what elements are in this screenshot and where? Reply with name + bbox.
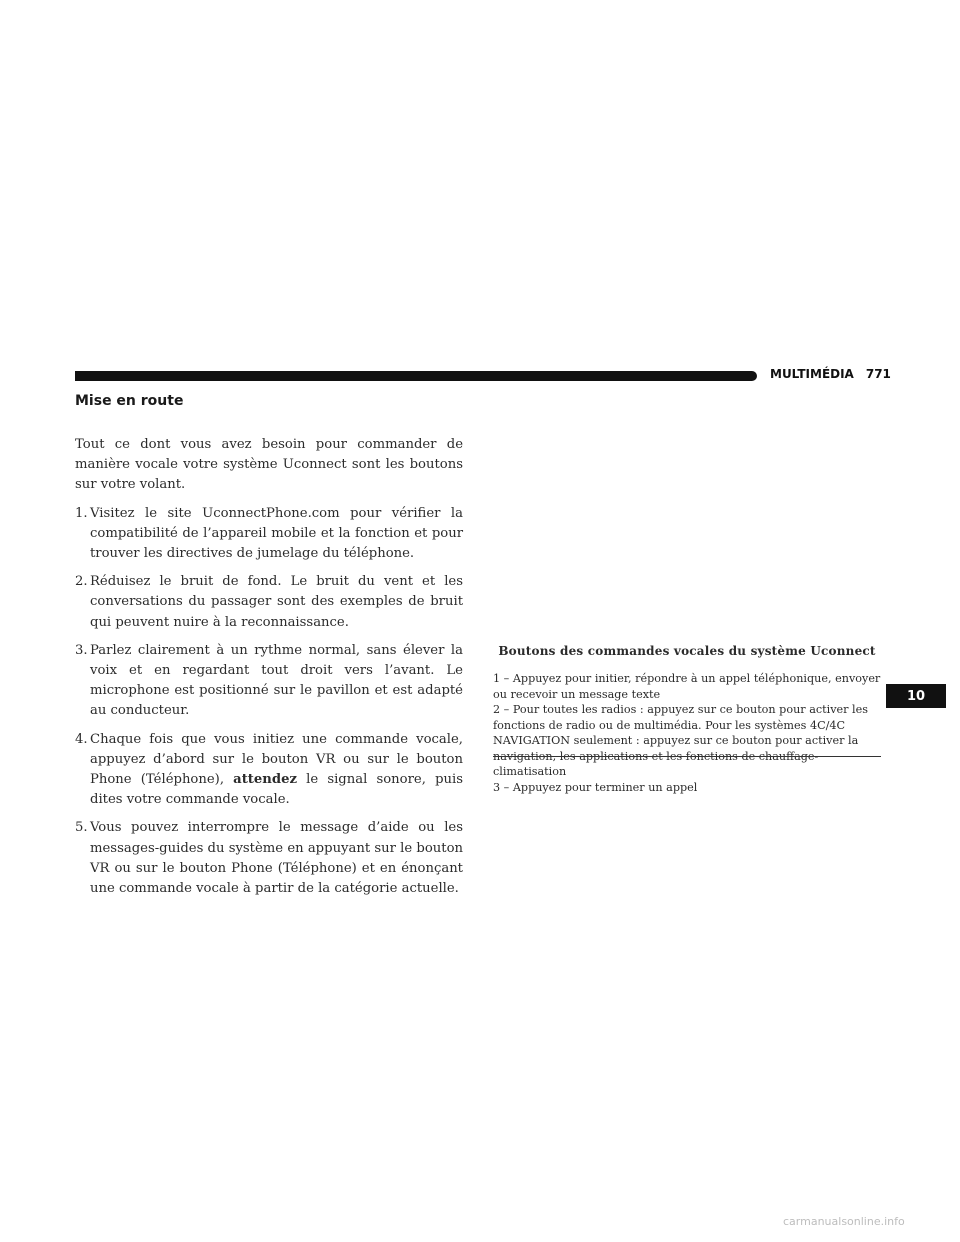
list-item: 2 – Pour toutes les radios : appuyez sur ce bouton pour activer les fonctions de radio ou de multimédia. Pour les systèmes 4C/4C NAVIGATION seulement : appuyez sur ce bouton pour activer la navigation, les applications et les fonctions de chauffage-climatisation: [493, 703, 868, 778]
step-number: 5.: [75, 820, 88, 836]
step-text-continued: le signal sonore, puis dites votre commande vocale.: [90, 772, 463, 808]
step-number: 3.: [75, 642, 88, 658]
figure-caption: [493, 644, 881, 795]
steps-list: [75, 504, 463, 900]
step-text: Vous pouvez interrompre le message d’aide ou les messages-guides du système en appuyant sur le bouton VR ou sur le bouton Phone (Téléphone) et en énonçant une commande vocale à partir de la catégorie actuelle.: [90, 820, 463, 897]
header-section-name: MULTIMÉDIA: [770, 367, 854, 381]
list-item: [75, 572, 463, 633]
step-number: 1.: [75, 505, 88, 521]
list-item: 3 – Appuyez pour terminer un appel: [493, 780, 698, 794]
chapter-tab: 10: [886, 684, 946, 708]
list-item: [75, 641, 463, 722]
list-item: [75, 730, 463, 811]
watermark-text: carmanualsonline.info: [783, 1215, 905, 1228]
header-rule: [75, 371, 757, 381]
running-header: [770, 367, 890, 387]
main-text-column: [75, 435, 463, 907]
step-number: 2.: [75, 574, 88, 590]
step-emphasis: attendez: [233, 772, 297, 788]
list-item: [75, 818, 463, 899]
step-text: Réduisez le bruit de fond. Le bruit du vent et les conversations du passager sont des exemples de bruit qui peuvent nuire à la reconnaissance.: [90, 574, 463, 630]
intro-paragraph: Tout ce dont vous avez besoin pour commander de manière vocale votre système Uconnect sont les boutons sur votre volant.: [75, 437, 463, 493]
list-item: 1 – Appuyez pour initier, répondre à un appel téléphonique, envoyer ou recevoir un message texte: [493, 672, 881, 701]
list-item: [75, 504, 463, 565]
step-text: Visitez le site UconnectPhone.com pour vérifier la compatibilité de l’appareil mobile et la fonction et pour trouver les directives de jumelage du téléphone.: [90, 505, 463, 562]
step-text: Chaque fois que vous initiez une commande vocale, appuyez d’abord sur le bouton VR ou sur le bouton Phone (Téléphone),: [90, 731, 463, 788]
page-number: 771: [865, 367, 891, 381]
section-title: Mise en route: [75, 393, 184, 409]
step-number: 4.: [75, 731, 88, 747]
figure-caption-title: Boutons des commandes vocales du système Uconnect: [498, 644, 876, 658]
caption-divider: [493, 756, 881, 757]
caption-list: [493, 671, 881, 795]
step-text: Parlez clairement à un rythme normal, sans élever la voix et en regardant tout droit vers l’avant. Le microphone est positionné sur le pavillon et est adapté au conducteur.: [90, 642, 463, 719]
